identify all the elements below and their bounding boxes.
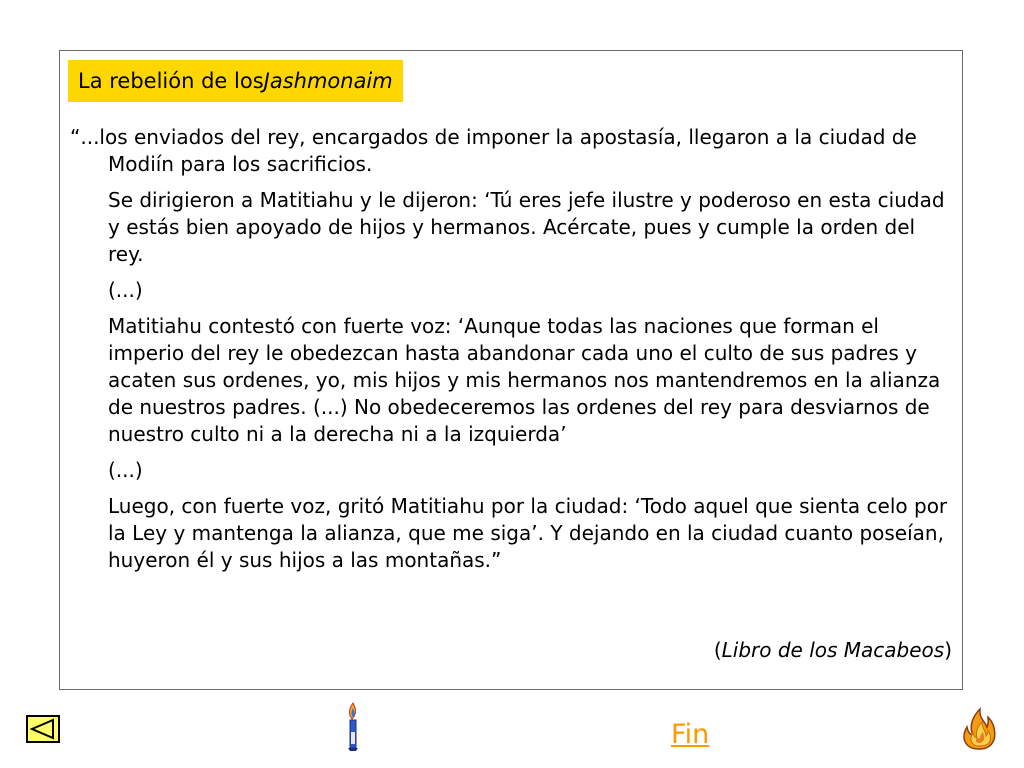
- source-citation: [714, 637, 952, 664]
- candle-icon[interactable]: [343, 702, 363, 752]
- source-close: ): [944, 638, 952, 662]
- source-open: (: [713, 638, 722, 662]
- end-link[interactable]: Fin: [671, 719, 710, 750]
- quote-paragraph: Matitiahu contestó con fuerte voz: ‘Aunque todas las naciones que forman el imperio del rey le obedezcan hasta abandonar cada uno el culto de sus padres y acaten sus ordenes, yo, mis hijos y mis hermanos nos mantendremos en la alianza de nuestros padres. (...) No obedeceremos las ordenes del rey para desviarnos de nuestro culto ni a la derecha ni a la izquierda’: [108, 314, 941, 446]
- quote-paragraph: (...): [108, 458, 143, 482]
- quote-body: [70, 124, 950, 583]
- quote-paragraph: Luego, con fuerte voz, gritó Matitiahu por la ciudad: ‘Todo aquel que sienta celo por la Ley y mantenga la alianza, que me siga’. Y dejando en la ciudad cuanto poseían, huyeron él y sus hijos a las montañas.”: [108, 494, 948, 572]
- source-title: Libro de los Macabeos: [721, 638, 945, 662]
- left-triangle-icon: [28, 717, 58, 741]
- title-italic: Jashmonaim: [263, 69, 393, 93]
- quote-paragraph: (...): [108, 278, 143, 302]
- quote-paragraph: Se dirigieron a Matitiahu y le dijeron: ‘Tú eres jefe ilustre y poderoso en esta ciudad y estás bien apoyado de hijos y hermanos. Acércate, pues y cumple la orden del rey.: [108, 188, 945, 266]
- quote-paragraph: “...los enviados del rey, encargados de imponer la apostasía, llegaron a la ciudad de Modiín para los sacrificios.: [70, 125, 917, 176]
- prev-slide-button[interactable]: [26, 715, 60, 743]
- title-prefix: La rebelión de los: [78, 69, 264, 93]
- flame-icon[interactable]: [958, 705, 1000, 751]
- slide-title: [68, 60, 403, 102]
